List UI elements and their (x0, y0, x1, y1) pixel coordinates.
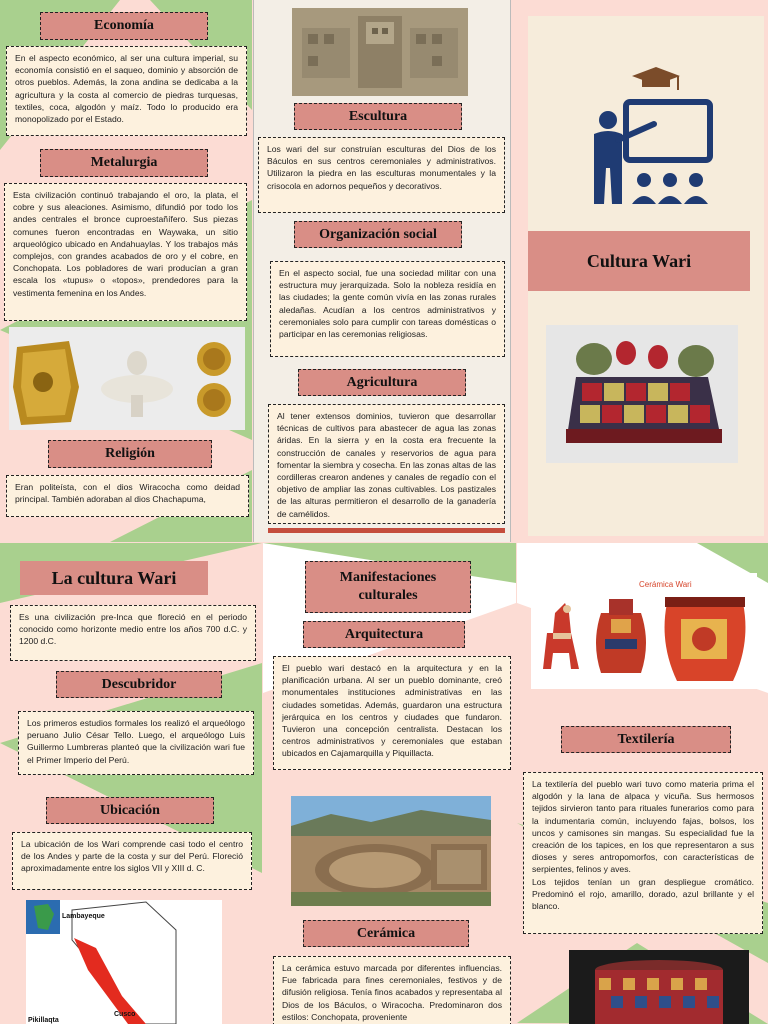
panel-bottom-middle (263, 543, 516, 1024)
background-shapes-bm (263, 543, 516, 1024)
heading-agricultura: Agricultura (298, 369, 466, 396)
text-textileria-1: La textilería del pueblo wari tuvo como materia prima el algodón y la lana de alpaca y vicuña. Sus hermosos tejidos sirvieron tanto para rituales funerarios como para la indumentaria común, incluyendo fajas, bolsos, los uncos y camisones sin mangas. Su especialidad fue la creación de los tapices, en los que representaron a sus dioses y seres antropomorfos, con características de serpientes, felinos y aves. (532, 779, 754, 875)
heading-escultura: Escultura (294, 103, 462, 130)
panel-top-left (0, 0, 252, 542)
heading-arquitectura: Arquitectura (303, 621, 465, 648)
heading-organizacion: Organización social (294, 221, 462, 248)
map-image (26, 900, 222, 1024)
heading-textileria: Textilería (561, 726, 731, 753)
text-escultura: Los wari del sur construían esculturas del Dios de los Báculos en sus centros ceremoniales y administrativos. Utilizaron la piedra en las esculturas monumentales y la crisocola en adornos pequeños y decorativos. (258, 137, 505, 213)
text-descubridor: Los primeros estudios formales los realizó el arqueólogo peruano Julio César Tello. Luego, el arqueólogo Luis Guillermo Lumbreras planteó que la civilización wari fue el Primer Imperio del Perú. (18, 711, 254, 775)
textile-hat-image (546, 325, 738, 463)
text-textileria-2: Los tejidos tenían un gran despliegue cromático. Predominó el rojo, amarillo, dorado, azul brillante y el blanco. (532, 876, 754, 912)
map-label-cusco: Cusco (114, 1011, 136, 1018)
text-agricultura: Al tener extensos dominios, tuvieron que desarrollar técnicas de cultivos para abastecer de agua las zonas áridas. En la sierra y en la costa era frecuente la construcción de canales y reservorios de agua para fomentar la siembra y cosecha. En las zonas altas de las cordilleras crearon andenes y canales de regadío con el objetivo de ampliar las zonas cultivables. Los pastizales de las alturas permitieron el desarrollo de la ganadería de camélidos. (268, 404, 505, 524)
text-textileria (523, 772, 763, 934)
metalwork-image (9, 327, 245, 430)
map-label-lambayeque: Lambayeque (62, 913, 105, 920)
text-la-cultura: Es una civilización pre-Inca que floreció en el periodo conocido como horizonte medio entre los años 700 d.C. y 1200 d.C. (10, 605, 256, 661)
architecture-image (291, 796, 491, 906)
text-economia: En el aspecto económico, al ser una cultura imperial, su economía consistió en el saqueo, dominio y absorción de otros pueblos. Además, la zona andina se dedicaba a la agricultura y la costa al comercio de piedras turquesas, textiles, coca, algodón y maíz. Todo lo producido era monopolizado por el Estado. (6, 46, 247, 136)
panel-bottom-right (517, 543, 768, 1024)
heading-ubicacion: Ubicación (46, 797, 214, 824)
teacher-icon (582, 64, 718, 210)
text-arquitectura: El pueblo wari destacó en la arquitectura y en la planificación urbana. Al ser un pueblo dominante, creó monumentales instituciones administrativas en las ciudades sometidas. Además, guardaron una estructura jerárquica en los centros y ciudades que fundaron. Tuvieron una concepción centralista. Destacan los centros administrativos y ceremoniales que estaban ubicados en Cajamarquilla y Piquillacta. (273, 656, 511, 770)
heading-religion: Religión (48, 440, 212, 468)
sculpture-image (292, 8, 468, 96)
panel-top-right (512, 0, 768, 542)
divider-bar (268, 528, 505, 533)
cover-title: Cultura Wari (528, 231, 750, 291)
heading-la-cultura: La cultura Wari (20, 561, 208, 595)
heading-economia: Economía (40, 12, 208, 40)
text-organizacion: En el aspecto social, fue una sociedad militar con una estructura muy jerarquizada. Solo la nobleza residía en las ciudades; la gente común vivía en las zonas rurales aledañas. Acudían a los centros administrativos y ceremoniales solo para cumplir con tareas domésticas o participar en las ceremonias religiosas. (270, 261, 505, 357)
map-label-pikillaqta: Pikillaqta (28, 1017, 59, 1024)
text-ceramica: La cerámica estuvo marcada por diferentes influencias. Fue fabricada para fines ceremoniales, festivos y de difusión religiosa. Tenía finos acabados y representaba al Dios de los Báculos, o Wiracocha. Predominaron dos estilos: Conchopata, proveniente (273, 956, 511, 1024)
text-ubicacion: La ubicación de los Wari comprende casi todo el centro de los Andes y parte de la costa y sur del Perú. Floreció aproximadamente entre los siglos VII y XIII d. C. (12, 832, 252, 890)
heading-manifestaciones: Manifestaciones culturales (305, 561, 471, 613)
panel-bottom-left (0, 543, 262, 1024)
textile-bag-image (569, 950, 749, 1024)
heading-descubridor: Descubridor (56, 671, 222, 698)
panel-top-middle (253, 0, 511, 542)
heading-ceramica: Cerámica (303, 920, 469, 947)
text-religion: Eran politeísta, con el dios Wiracocha como deidad principal. También adoraban al dios Chachapuma, (6, 475, 249, 517)
ceramic-image (531, 573, 757, 689)
text-metalurgia: Esta civilización continuó trabajando el oro, la plata, el cobre y sus aleaciones. Asimismo, difundió por todo los andes centrales el bronce cuproestañífero. Sus piezas comunes fueron encontradas en Waywaka, un sitio arqueológico ubicado en Andahuaylas. Y los trabajos más complejos, con grandes acabados de oro y el cobre, en Conchopata. Los pobladores de wari producían a gran escala los «tupus» o «topos», prendedores para la vestimenta femenina en los Andes. (4, 183, 247, 321)
heading-metalurgia: Metalurgia (40, 149, 208, 177)
ceramic-caption: Cerámica Wari (639, 580, 692, 589)
